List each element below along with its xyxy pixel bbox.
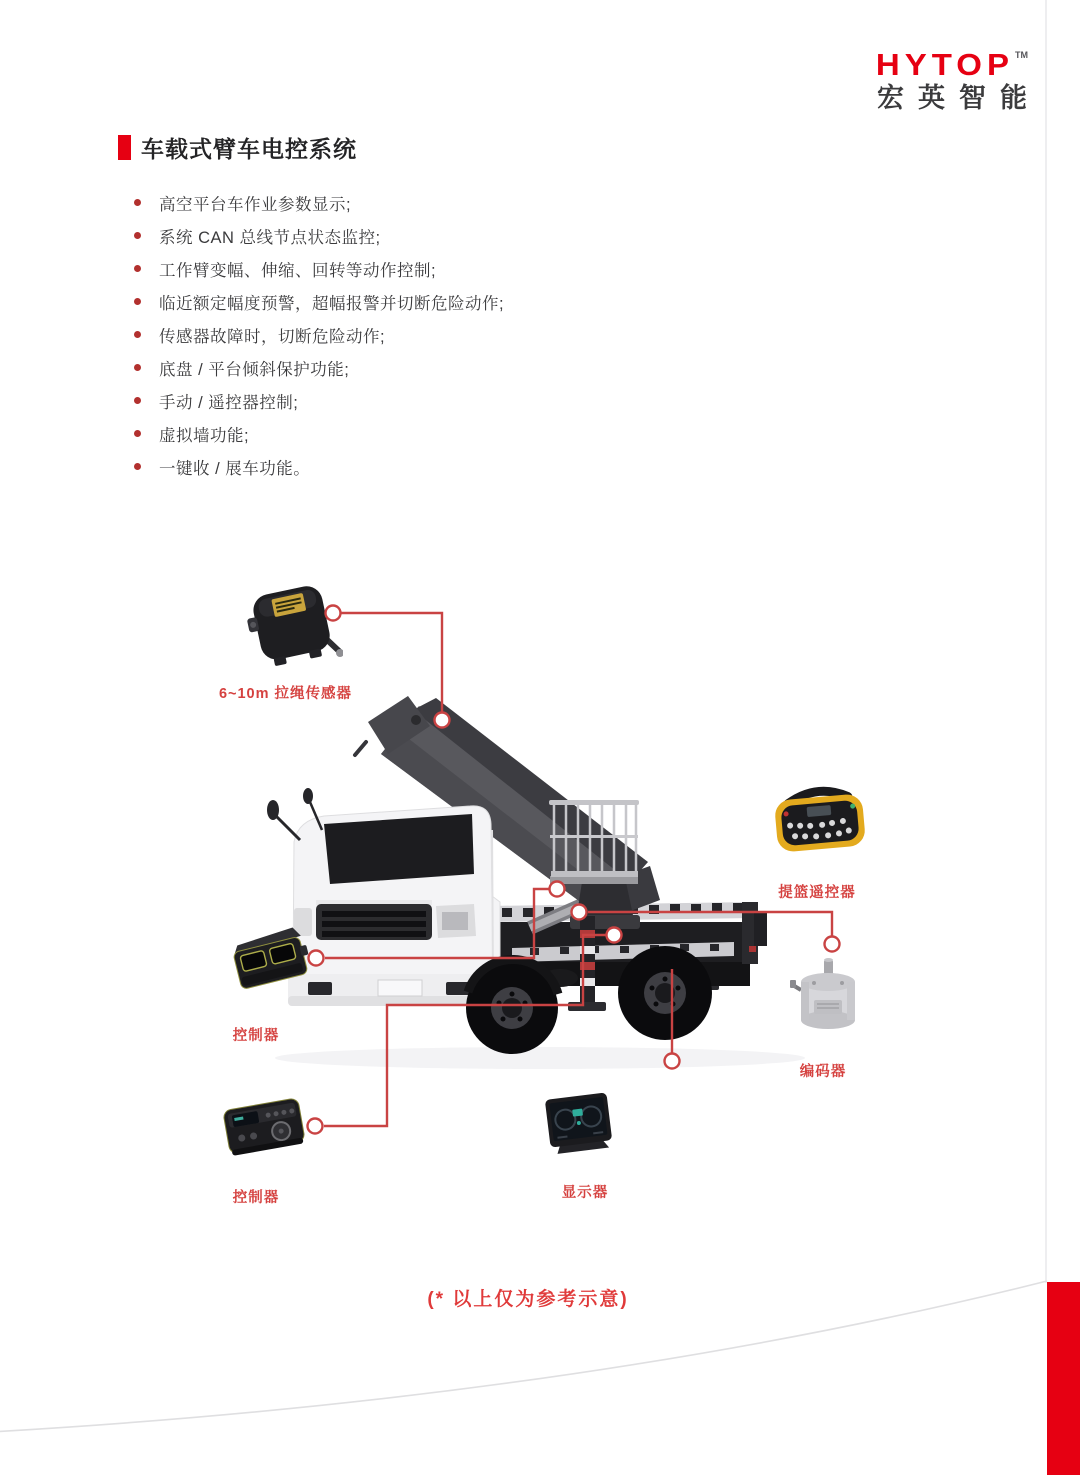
label-controller-1: 控制器 [232,1028,280,1044]
controller-1-image [226,926,314,996]
feature-item: 底盘 / 平台倾斜保护功能; [134,351,504,384]
feature-item: 高空平台车作业参数显示; [134,186,504,219]
bullet-dot [134,265,141,272]
encoder-image [790,956,865,1036]
red-title-marker [118,135,131,160]
feature-item: 手动 / 遥控器控制; [134,384,504,417]
display-icon [544,1090,614,1158]
basket-remote-image [770,783,870,863]
encoder-icon [790,956,865,1036]
feature-item: 系统 CAN 总线节点状态监控; [134,219,504,252]
logo-subtitle: 宏英智能 [876,83,1041,113]
logo [875,47,1041,113]
feature-item: 工作臂变幅、伸缩、回转等动作控制; [134,252,504,285]
feature-item: 虚拟墙功能; [134,417,504,450]
feature-list [134,186,504,483]
bullet-dot [134,364,141,371]
label-basket-remote: 提篮遥控器 [778,885,856,901]
section-title: 车载式臂车电控系统 [141,136,357,162]
controller-icon [226,926,314,996]
rear-wheel [618,946,712,1040]
footer-note: (* 以上仅为参考示意) [427,1289,629,1310]
display-image [544,1090,614,1158]
bullet-dot [134,232,141,239]
bullet-dot [134,331,141,338]
bullet-dot [134,463,141,470]
draw-wire-sensor-icon [243,580,343,680]
label-display: 显示器 [561,1185,609,1201]
logo-brand-text: HYTOP [875,47,1014,82]
draw-wire-sensor-image [243,580,343,680]
trademark-mark: TM [1015,50,1028,60]
bullet-dot [134,397,141,404]
bullet-dot [134,298,141,305]
controller-2-image [218,1086,310,1166]
section-title-row [118,131,357,164]
remote-control-icon [770,783,870,863]
feature-item: 一键收 / 展车功能。 [134,450,504,483]
bullet-dot [134,430,141,437]
feature-item: 临近额定幅度预警，超幅报警并切断危险动作; [134,285,504,318]
label-draw-wire-sensor: 6~10m 拉绳传感器 [218,686,353,702]
feature-item: 传感器故障时，切断危险动作; [134,318,504,351]
bullet-dot [134,199,141,206]
label-encoder: 编码器 [799,1064,847,1080]
label-controller-2: 控制器 [232,1190,280,1206]
controller-panel-icon [218,1086,310,1166]
